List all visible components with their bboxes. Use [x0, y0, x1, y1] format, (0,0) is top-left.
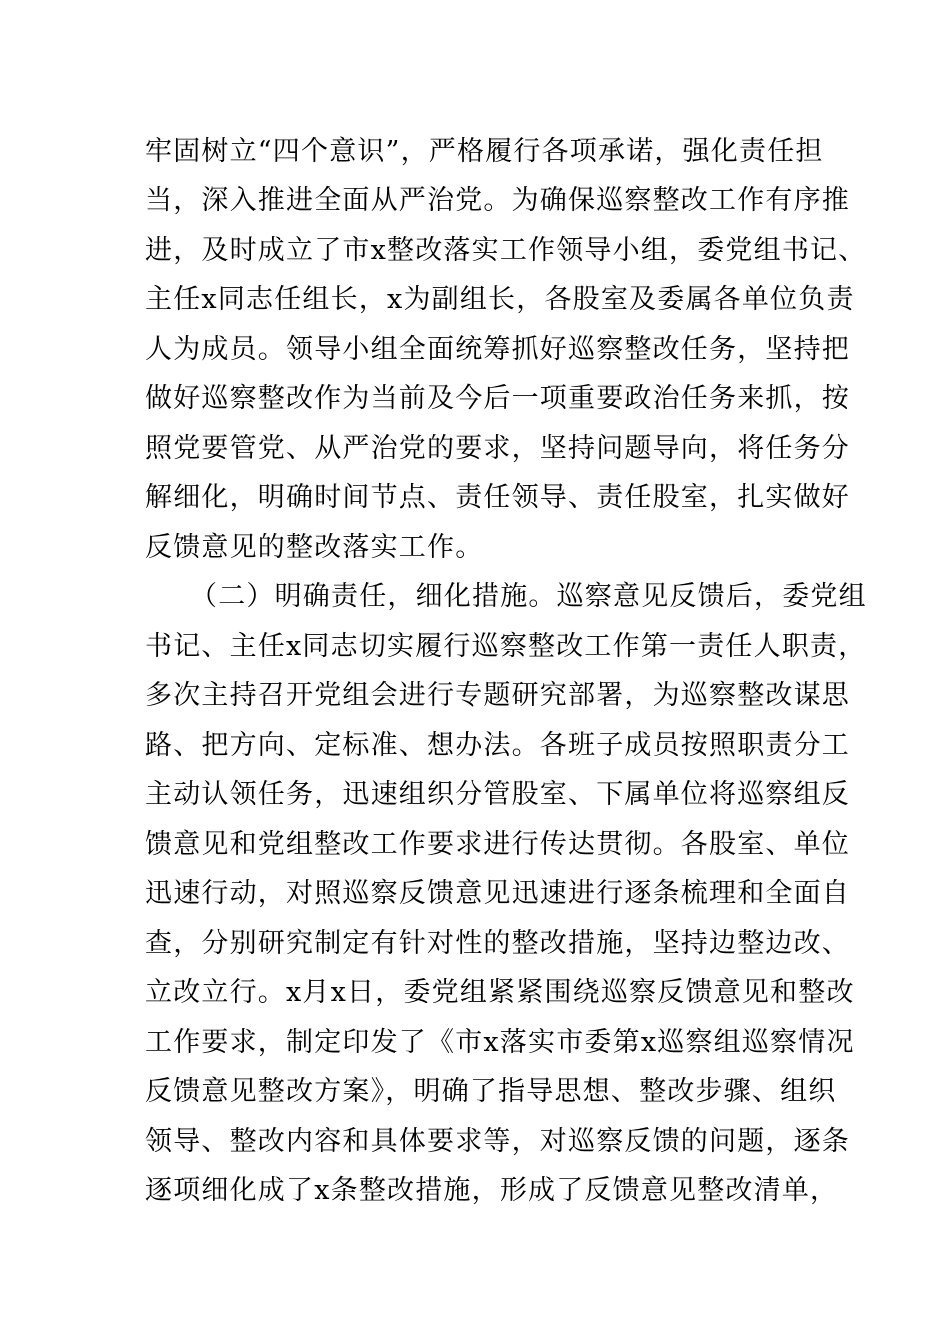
text-line: 反馈意见的整改落实工作。	[145, 532, 484, 563]
text-line: 进，及时成立了市x整改落实工作领导小组，委党组书记、	[145, 235, 867, 266]
text-line: 主动认领任务，迅速组织分管股室、下属单位将巡察组反	[145, 779, 850, 810]
text-line: 书记、主任x同志切实履行巡察整改工作第一责任人职责，	[145, 631, 867, 662]
text-line: 牢固树立“四个意识”，严格履行各项承诺，强化责任担	[145, 136, 824, 167]
text-line: 查，分别研究制定有针对性的整改措施，坚持边整边改、	[145, 928, 850, 959]
text-line: 人为成员。领导小组全面统筹抓好巡察整改任务，坚持把	[145, 334, 850, 365]
text-line: 反馈意见整改方案》，明确了指导思想、整改步骤、组织	[145, 1076, 837, 1107]
text-line: 立改立行。x月x日，委党组紧紧围绕巡察反馈意见和整改	[145, 977, 855, 1008]
text-line: 照党要管党、从严治党的要求，坚持问题导向，将任务分	[145, 433, 850, 464]
text-line: 馈意见和党组整改工作要求进行传达贯彻。各股室、单位	[145, 829, 850, 860]
text-line: 逐项细化成了x条整改措施，形成了反馈意见整改清单，	[145, 1175, 839, 1206]
text-line: 工作要求，制定印发了《市x落实市委第x巡察组巡察情况	[145, 1027, 855, 1058]
text-line: 路、把方向、定标准、想办法。各班子成员按照职责分工	[145, 730, 850, 761]
text-line: 多次主持召开党组会进行专题研究部署，为巡察整改谋思	[145, 680, 850, 711]
text-line: 做好巡察整改作为当前及今后一项重要政治任务来抓，按	[145, 383, 850, 414]
text-line: 领导、整改内容和具体要求等，对巡察反馈的问题，逐条	[145, 1126, 850, 1157]
text-line: 主任x同志任组长，x为副组长，各股室及委属各单位负责	[145, 284, 855, 315]
text-line: 解细化，明确时间节点、责任领导、责任股室，扎实做好	[145, 482, 850, 513]
section-heading-line: （二）明确责任，细化措施。巡察意见反馈后，委党组	[190, 581, 867, 612]
text-line: 当，深入推进全面从严治党。为确保巡察整改工作有序推	[145, 185, 850, 216]
text-line: 迅速行动，对照巡察反馈意见迅速进行逐条梳理和全面自	[145, 878, 850, 909]
